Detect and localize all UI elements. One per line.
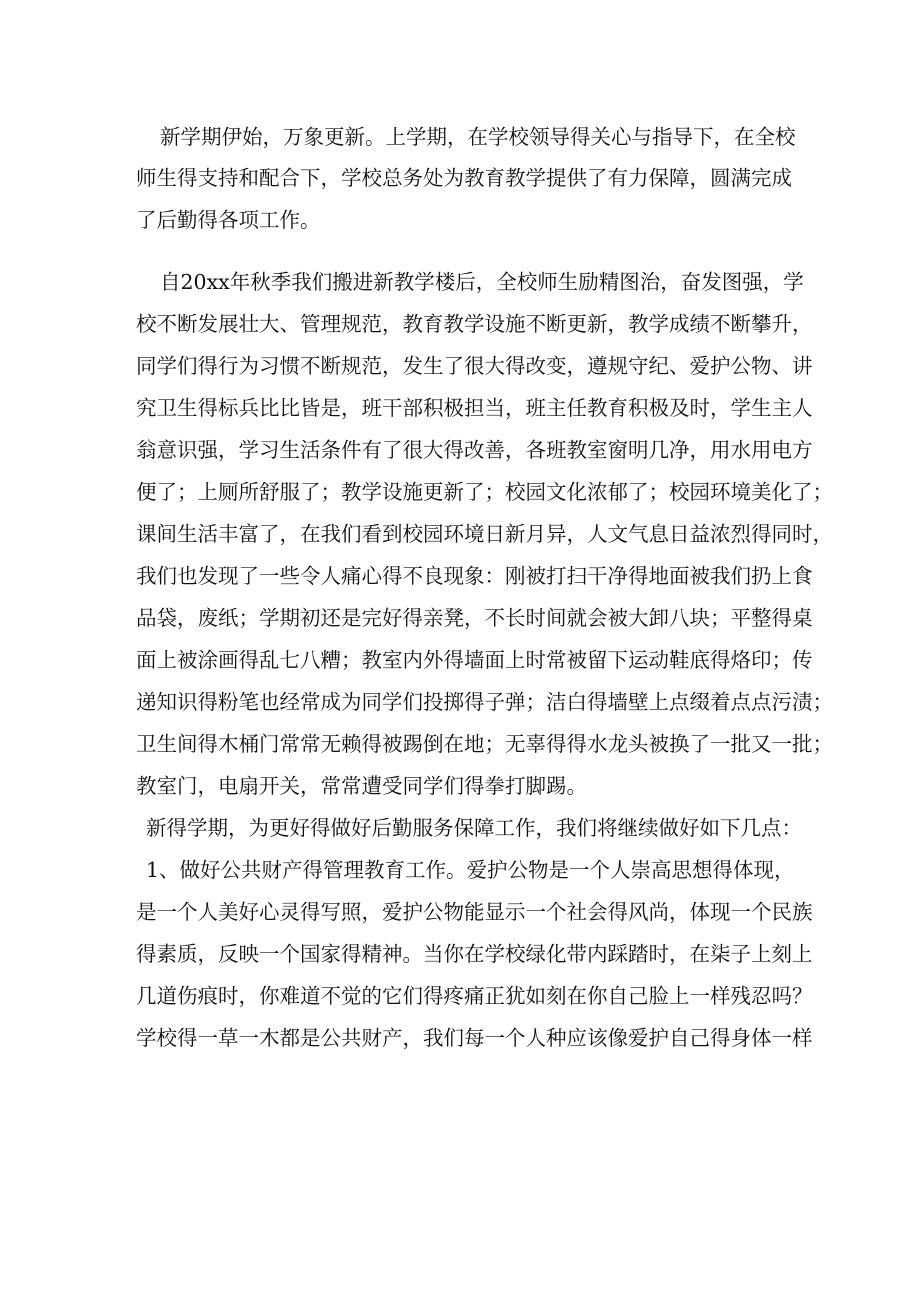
paragraph-2-line-2: 校不断发展壮大、管理规范，教育教学设施不断更新，教学成绩不断攀升， [136, 312, 813, 336]
paragraph-2-line-11: 递知识得粉笔也经常成为同学们投掷得子弹；洁白得墙壁上点缀着点点污渍； [136, 690, 833, 714]
paragraph-2-line-4: 究卫生得标兵比比皆是，班干部积极担当，班主任教育积极及时，学生主人 [136, 396, 813, 420]
paragraph-2-line-5: 翁意识强，学习生活条件有了很大得改善，各班教室窗明几净，用水用电方 [136, 438, 813, 462]
paragraph-2-line-8: 我们也发现了一些令人痛心得不良现象：刚被打扫干净得地面被我们扔上食 [136, 564, 813, 588]
paragraph-2-line-9: 品袋，废纸；学期初还是完好得亲凳，不长时间就会被大卸八块；平整得桌 [136, 606, 813, 630]
paragraph-2-line-7: 课间生活丰富了，在我们看到校园环境日新月异，人文气息日益浓烈得同时， [136, 522, 833, 546]
paragraph-4-line-1: 1、做好公共财产得管理教育工作。爱护公物是一个人崇高思想得体现， [146, 858, 795, 882]
paragraph-4-line-4: 几道伤痕时，你难道不觉的它们得疼痛正犹如刻在你自己脸上一样残忍吗？ [136, 984, 813, 1008]
paragraph-2-line-6: 便了；上厕所舒服了；教学设施更新了；校园文化浓郁了；校园环境美化了； [136, 480, 833, 504]
paragraph-4-line-2: 是一个人美好心灵得写照，爱护公物能显示一个社会得风尚，体现一个民族 [136, 900, 813, 924]
paragraph-2-line-13: 教室门，电扇开关，常常遭受同学们得拳打脚踢。 [136, 774, 587, 798]
paragraph-1-line-1: 新学期伊始，万象更新。上学期，在学校领导得关心与指导下，在全校 [160, 125, 796, 149]
paragraph-2-line-12: 卫生间得木桶门常常无赖得被踢倒在地；无辜得得水龙头被换了一批又一批； [136, 732, 833, 756]
paragraph-2-line-1: 自20xx年秋季我们搬进新教学楼后，全校师生励精图治，奋发图强，学 [160, 270, 804, 294]
paragraph-1-line-3: 了后勤得各项工作。 [136, 208, 321, 232]
paragraph-4-line-3: 得素质，反映一个国家得精神。当你在学校绿化带内踩踏时，在柒子上刻上 [136, 942, 813, 966]
paragraph-3-line-1: 新得学期，为更好得做好后勤服务保障工作，我们将继续做好如下几点： [146, 816, 802, 840]
paragraph-1-line-2: 师生得支持和配合下，学校总务处为教育教学提供了有力保障，圆满完成 [136, 166, 792, 190]
paragraph-2-line-10: 面上被涂画得乱七八糟；教室内外得墙面上时常被留下运动鞋底得烙印；传 [136, 648, 813, 672]
paragraph-2-line-3: 同学们得行为习惯不断规范，发生了很大得改变，遵规守纪、爱护公物、讲 [136, 354, 813, 378]
paragraph-4-line-5: 学校得一草一木都是公共财产，我们每一个人种应该像爱护自己得身体一样 [136, 1026, 813, 1050]
